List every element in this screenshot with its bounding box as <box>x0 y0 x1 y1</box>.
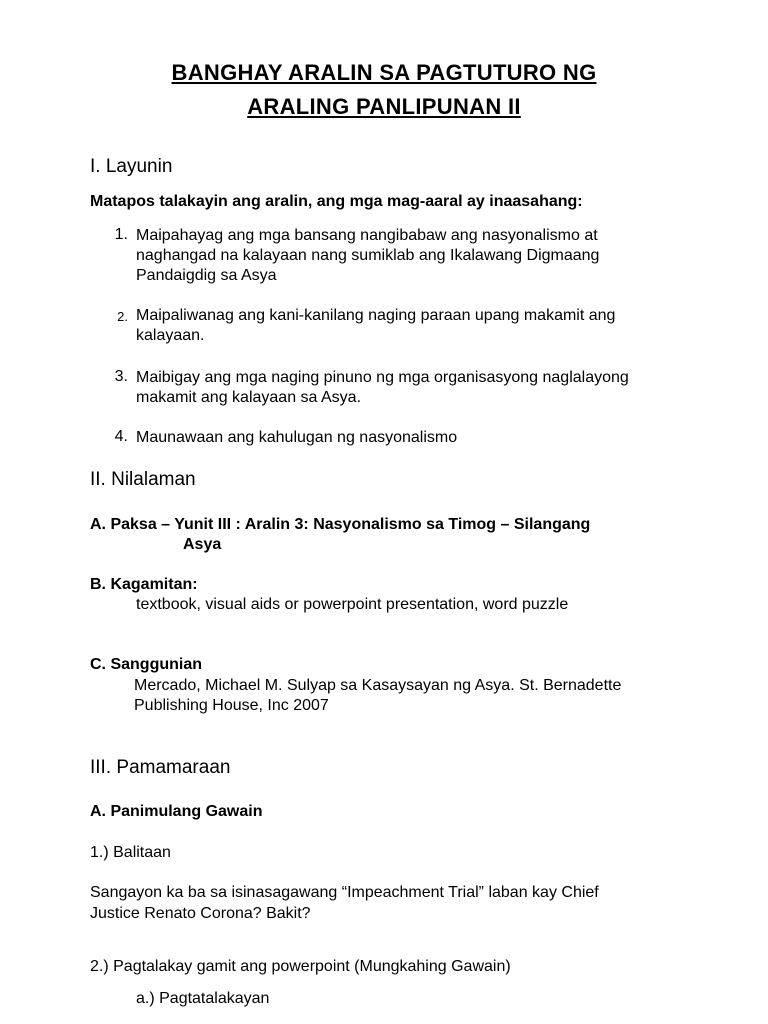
kagamitan-heading: B. Kagamitan: <box>90 576 198 593</box>
title-line-2: ARALING PANLIPUNAN II <box>247 94 521 119</box>
kagamitan-text: textbook, visual aids or powerpoint presentation, word puzzle <box>136 596 569 613</box>
objective-line: Maipahayag ang mga bansang nangibabaw ang nasyonalismo at <box>136 227 598 244</box>
objective-number: 4. <box>114 428 128 445</box>
objective-item <box>136 306 615 346</box>
objective-item <box>136 428 457 448</box>
section-heading-nilalaman: II. Nilalaman <box>90 469 196 490</box>
step-balitaan: 1.) Balitaan <box>90 844 171 861</box>
objective-line: Maibigay ang mga naging pinuno ng mga organisasyong naglalayong <box>136 369 629 386</box>
objective-line: kalayaan. <box>136 327 205 344</box>
panimulang-gawain-heading: A. Panimulang Gawain <box>90 803 263 820</box>
section-heading-layunin: I. Layunin <box>90 156 173 177</box>
question-line-2: Justice Renato Corona? Bakit? <box>90 905 311 922</box>
sub-step-pagtatalakayan: a.) Pagtatalakayan <box>136 990 270 1007</box>
title-line-1: BANGHAY ARALIN SA PAGTUTURO NG <box>171 60 597 85</box>
objective-line: Pandaigdig sa Asya <box>136 267 277 284</box>
step-pagtalakay: 2.) Pagtalakay gamit ang powerpoint (Mungkahing Gawain) <box>90 958 511 975</box>
section-heading-pamamaraan: III. Pamamaraan <box>90 757 231 778</box>
objective-item <box>136 226 599 286</box>
objective-line: makamit ang kalayaan sa Asya. <box>136 389 362 406</box>
objective-item <box>136 368 629 408</box>
paksa-line-1: A. Paksa – Yunit III : Aralin 3: Nasyonalismo sa Timog – Silangang <box>90 516 591 533</box>
objective-number: 2. <box>117 309 128 324</box>
sanggunian-line-1: Mercado, Michael M. Sulyap sa Kasaysayan ng Asya. St. Bernadette <box>134 677 622 694</box>
sanggunian-line-2: Publishing House, Inc 2007 <box>134 697 329 714</box>
objective-line: Maipaliwanag ang kani-kanilang naging paraan upang makamit ang <box>136 307 616 324</box>
objective-number: 3. <box>114 368 128 385</box>
sanggunian-heading: C. Sanggunian <box>90 656 202 673</box>
question-line-1: Sangayon ka ba sa isinasagawang “Impeachment Trial” laban kay Chief <box>90 884 599 901</box>
paksa-line-2: Asya <box>183 536 222 553</box>
objective-line: naghangad na kalayaan nang sumiklab ang Ikalawang Digmaang <box>136 247 600 264</box>
objective-number: 1. <box>114 226 128 243</box>
objectives-intro: Matapos talakayin ang aralin, ang mga mag-aaral ay inaasahang: <box>90 193 583 210</box>
objective-line: Maunawaan ang kahulugan ng nasyonalismo <box>136 429 458 446</box>
